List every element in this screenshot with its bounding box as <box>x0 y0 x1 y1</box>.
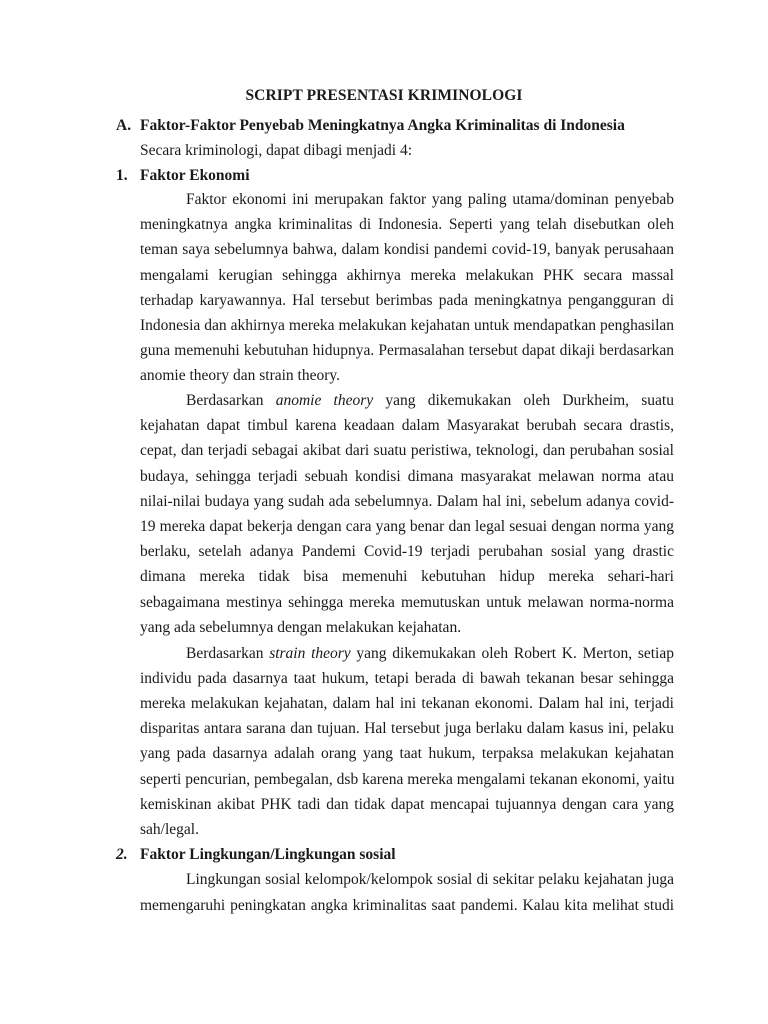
item2-marker: 2. <box>116 846 128 863</box>
theory-term: anomie theory <box>275 392 374 409</box>
paragraph-line: sebagaimana mestinya sehingga mereka memutuskan untuk melawan norma-norma <box>140 594 674 611</box>
item2-heading: Faktor Lingkungan/Lingkungan sosial <box>140 846 396 863</box>
theory-term: strain theory <box>269 645 351 662</box>
inline-text: yang dikemukakan oleh Durkheim, suatu <box>373 392 674 409</box>
item1-heading: Faktor Ekonomi <box>140 167 250 184</box>
inline-text: yang dikemukakan oleh Robert K. Merton, setiap <box>350 645 674 662</box>
paragraph-line: cepat, dan terjadi sebagai akibat dari suatu peristiwa, teknologi, dan perubahan sosial <box>140 442 674 459</box>
item1-marker: 1. <box>116 167 128 184</box>
paragraph-line: nilai-nilai budaya yang sudah ada sebelumnya. Dalam hal ini, sebelum adanya covid- <box>140 493 674 510</box>
inline-text: Berdasarkan <box>186 392 276 409</box>
paragraph-line: meningkatnya angka kriminalitas di Indonesia. Seperti yang telah disebutkan oleh <box>140 216 674 233</box>
paragraph-line: kemiskinan akibat PHK tadi dan tidak dapat mencapai tujuannya dengan cara yang <box>140 796 674 813</box>
paragraph-line: mereka melakukan kejahatan, dalam hal ini tekanan ekonomi. Dalam hal ini, terjadi <box>140 695 674 712</box>
paragraph-line <box>186 391 674 411</box>
paragraph-line: mengalami kerugian sehingga akhirnya mereka melakukan PHK secara massal <box>140 267 674 284</box>
paragraph-line: yang pada dasarnya adalah orang yang taat hukum, terpaksa melakukan kejahatan <box>140 745 674 762</box>
inline-text: Berdasarkan <box>186 645 270 662</box>
paragraph-line: Indonesia dan akhirnya mereka melakukan kejahatan untuk mendapatkan penghasilan <box>140 317 674 334</box>
paragraph-line: yang ada sebelumnya dengan melakukan kejahatan. <box>140 619 462 636</box>
section-a-intro: Secara kriminologi, dapat dibagi menjadi 4: <box>140 142 413 159</box>
document-title: SCRIPT PRESENTASI KRIMINOLOGI <box>245 87 523 104</box>
paragraph-line <box>186 644 674 664</box>
paragraph-line: anomie theory dan strain theory. <box>140 367 341 384</box>
paragraph-line: 19 mereka dapat bekerja dengan cara yang benar dan legal sesuai dengan norma yang <box>140 518 674 535</box>
paragraph-line: seperti pencurian, pembegalan, dsb karena mereka mengalami tekanan ekonomi, yaitu <box>140 771 675 788</box>
paragraph-line: teman saya sebelumnya bahwa, dalam kondisi pandemi covid-19, banyak perusahaan <box>140 241 674 258</box>
paragraph-line: guna memenuhi kebutuhan hidupnya. Permasalahan tersebut dapat dikaji berdasarkan <box>140 342 674 359</box>
paragraph-line: Faktor ekonomi ini merupakan faktor yang paling utama/dominan penyebab <box>186 191 674 208</box>
paragraph-line: individu pada dasarnya taat hukum, tetapi berada di bawah tekanan besar sehingga <box>140 670 674 687</box>
paragraph-line: memengaruhi peningkatan angka kriminalitas saat pandemi. Kalau kita melihat studi <box>140 897 674 914</box>
paragraph-line: disparitas antara sarana dan tujuan. Hal tersebut juga berlaku dalam kasus ini, pelaku <box>140 720 674 737</box>
section-a-marker: A. <box>116 117 132 134</box>
paragraph-line: dimana mereka tidak bisa memenuhi kebutuhan hidup mereka sehari-hari <box>140 568 674 585</box>
paragraph-line: sah/legal. <box>140 821 199 838</box>
paragraph-line: kejahatan dapat timbul karena keadaan dalam Masyarakat berubah secara drastis, <box>140 417 674 434</box>
paragraph-line: berlaku, setelah adanya Pandemi Covid-19 terjadi perubahan sosial yang drastic <box>140 543 674 560</box>
paragraph-line: Lingkungan sosial kelompok/kelompok sosial di sekitar pelaku kejahatan juga <box>186 871 674 888</box>
paragraph-line: budaya, sehingga terjadi sebuah kondisi dimana masyarakat melawan norma atau <box>140 468 674 485</box>
paragraph-line: terhadap karyawannya. Hal tersebut berimbas pada meningkatnya pengangguran di <box>140 292 674 309</box>
section-a-heading: Faktor-Faktor Penyebab Meningkatnya Angka Kriminalitas di Indonesia <box>140 117 625 134</box>
